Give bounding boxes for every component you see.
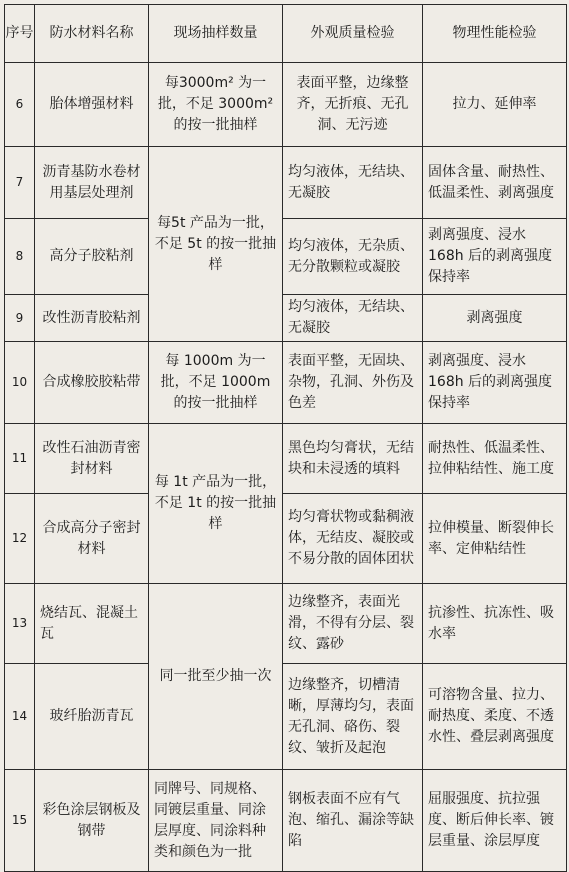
physical-check: 剥离强度、浸水168h 后的剥离强度保持率 — [423, 219, 567, 295]
header-appearance: 外观质量检验 — [283, 5, 423, 63]
appearance-check: 表面平整，边缘整齐，无折痕、无孔洞、无污迹 — [283, 63, 423, 147]
material-name: 彩色涂层钢板及钢带 — [35, 770, 149, 872]
physical-check: 拉力、延伸率 — [423, 63, 567, 147]
header-physical: 物理性能检验 — [423, 5, 567, 63]
table-row — [5, 424, 567, 494]
physical-check: 屈服强度、抗拉强度、断后伸长率、镀层重量、涂层厚度 — [423, 770, 567, 872]
material-name: 高分子胶粘剂 — [35, 219, 149, 295]
appearance-check: 表面平整，无固块、杂物，孔洞、外伤及色差 — [283, 342, 423, 424]
appearance-check: 均匀液体，无结块、无凝胶 — [283, 147, 423, 219]
appearance-check: 均匀液体，无结块、无凝胶 — [283, 295, 423, 342]
waterproof-material-table — [4, 4, 567, 872]
row-number: 12 — [5, 494, 35, 584]
material-name: 合成橡胶胶粘带 — [35, 342, 149, 424]
material-name: 改性沥青胶粘剂 — [35, 295, 149, 342]
table-row — [5, 147, 567, 219]
physical-check: 可溶物含量、拉力、耐热度、柔度、不透水性、叠层剥离强度 — [423, 664, 567, 770]
table-row — [5, 219, 567, 295]
row-number: 9 — [5, 295, 35, 342]
row-number: 7 — [5, 147, 35, 219]
header-sampling: 现场抽样数量 — [149, 5, 283, 63]
row-number: 11 — [5, 424, 35, 494]
row-number: 10 — [5, 342, 35, 424]
physical-check: 拉伸模量、断裂伸长率、定伸粘结性 — [423, 494, 567, 584]
appearance-check: 均匀膏状物或黏稠液体，无结皮、凝胶或不易分散的固体团状 — [283, 494, 423, 584]
row-number: 13 — [5, 584, 35, 664]
table-row — [5, 342, 567, 424]
table-row — [5, 584, 567, 664]
sampling-quantity: 每 1t 产品为一批，不足 1t 的按一批抽样 — [149, 424, 283, 584]
material-name: 胎体增强材料 — [35, 63, 149, 147]
row-number: 15 — [5, 770, 35, 872]
sampling-quantity: 每 1000m 为一批，不足 1000m 的按一批抽样 — [149, 342, 283, 424]
appearance-check: 边缘整齐，切槽清晰，厚薄均匀，表面无孔洞、硌伤、裂纹、皱折及起泡 — [283, 664, 423, 770]
row-number: 14 — [5, 664, 35, 770]
physical-check: 剥离强度 — [423, 295, 567, 342]
material-name: 合成高分子密封材料 — [35, 494, 149, 584]
physical-check: 剥离强度、浸水168h 后的剥离强度保持率 — [423, 342, 567, 424]
physical-check: 固体含量、耐热性、低温柔性、剥离强度 — [423, 147, 567, 219]
row-number: 8 — [5, 219, 35, 295]
material-name: 烧结瓦、混凝土瓦 — [35, 584, 149, 664]
sampling-quantity: 同牌号、同规格、同镀层重量、同涂层厚度、同涂料种类和颜色为一批 — [149, 770, 283, 872]
sampling-quantity: 同一批至少抽一次 — [149, 584, 283, 770]
material-name: 沥青基防水卷材用基层处理剂 — [35, 147, 149, 219]
physical-check: 抗渗性、抗冻性、吸水率 — [423, 584, 567, 664]
sampling-quantity: 每5t 产品为一批，不足 5t 的按一批抽样 — [149, 147, 283, 342]
table-row — [5, 494, 567, 584]
material-name: 改性石油沥青密封材料 — [35, 424, 149, 494]
sampling-quantity: 每3000m² 为一批，不足 3000m² 的按一批抽样 — [149, 63, 283, 147]
appearance-check: 钢板表面不应有气泡、缩孔、漏涂等缺陷 — [283, 770, 423, 872]
appearance-check: 均匀液体，无杂质、无分散颗粒或凝胶 — [283, 219, 423, 295]
table-row — [5, 295, 567, 342]
table-row — [5, 664, 567, 770]
table-header-row — [5, 5, 567, 63]
header-name: 防水材料名称 — [35, 5, 149, 63]
physical-check: 耐热性、低温柔性、拉伸粘结性、施工度 — [423, 424, 567, 494]
header-no: 序号 — [5, 5, 35, 63]
appearance-check: 边缘整齐，表面光滑，不得有分层、裂纹、露砂 — [283, 584, 423, 664]
table-row — [5, 770, 567, 872]
table-row — [5, 63, 567, 147]
appearance-check: 黑色均匀膏状，无结块和未浸透的填料 — [283, 424, 423, 494]
material-name: 玻纤胎沥青瓦 — [35, 664, 149, 770]
row-number: 6 — [5, 63, 35, 147]
